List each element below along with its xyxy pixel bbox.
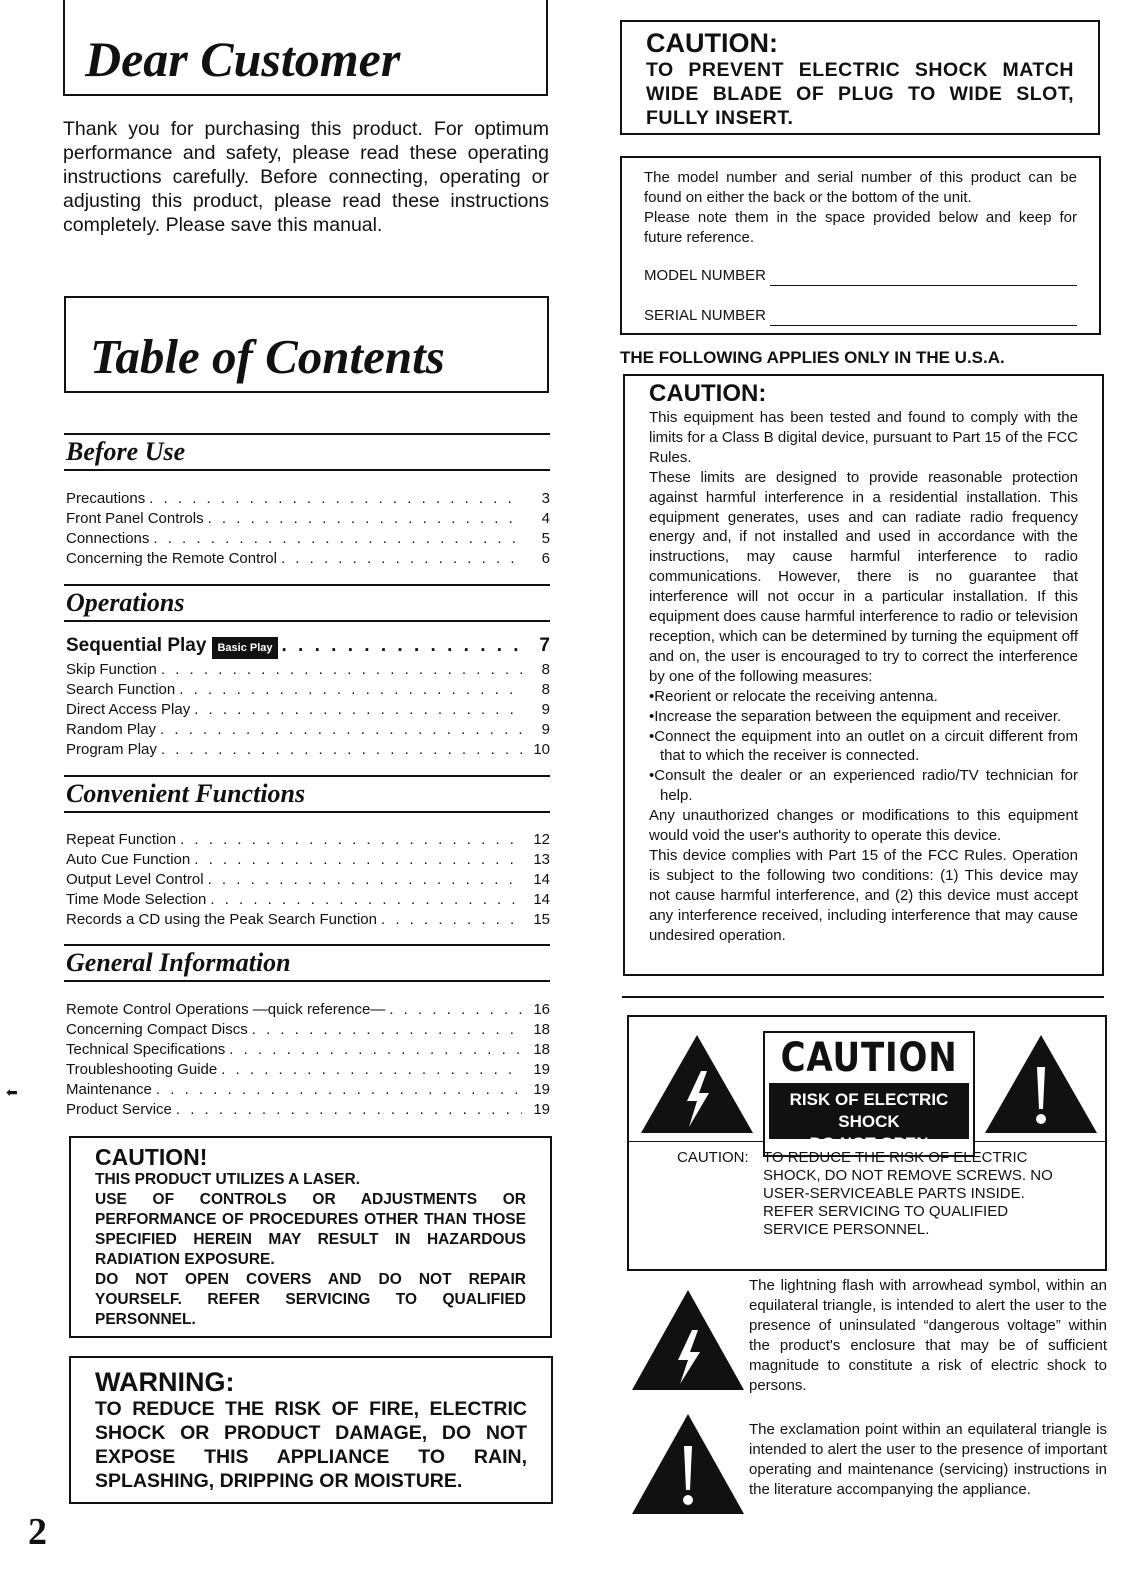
toc-item-label: Front Panel Controls xyxy=(66,510,204,527)
toc-item-label: Technical Specifications xyxy=(66,1041,226,1058)
fcc-paragraph: These limits are designed to provide reasonable protection against harmful interference in a residential installation. This equipment generates, uses and can radiate radio frequency energy and, if not installed and used in accordance with the instructions, may cause harmful interference to radio communications. However, there is no guarantee that interference will not occur in a particular installation. If this equipment does cause harmful interference to radio or television reception, which can be determined by turning the equipment off and on, the user is encouraged to try to correct the interference by one of the following measures: xyxy=(649,468,1078,685)
basic-play-badge: Basic Play xyxy=(212,637,277,659)
toc-item[interactable] xyxy=(66,1060,550,1080)
plug-caution-text: TO PREVENT ELECTRIC SHOCK MATCH WIDE BLADE OF PLUG TO WIDE SLOT, FULLY INSERT. xyxy=(646,59,1074,129)
toc-item-label: Concerning Compact Discs xyxy=(66,1021,248,1038)
toc-item-page: 18 xyxy=(533,1021,550,1038)
toc-item-page: 9 xyxy=(541,701,550,718)
toc-item[interactable] xyxy=(66,636,550,660)
toc-item-label: Search Function xyxy=(66,681,176,698)
toc-item[interactable] xyxy=(66,740,550,760)
model-note-text: The model number and serial number of this product can be found on either the back or the bottom of the unit. xyxy=(644,169,1077,206)
toc-item-label: Auto Cue Function xyxy=(66,851,191,868)
lightning-symbol-text: The lightning flash with arrowhead symbol, within an equilateral triangle, is intended to alert the user to the presence of uninsulated “dangerous voltage” within the product's enclosure that may be of sufficient magnitude to constitute a risk of electric shock to persons. xyxy=(749,1277,1107,1394)
toc-item-label: Concerning the Remote Control xyxy=(66,550,277,567)
toc-item[interactable] xyxy=(66,489,550,509)
toc-list-general-information xyxy=(66,1000,550,1120)
toc-item-page: 8 xyxy=(541,681,550,698)
fcc-bullet: •Consult the dealer or an experienced radio/TV technician for help. xyxy=(649,767,1078,805)
warning-heading: WARNING: xyxy=(95,1367,235,1397)
laser-caution-box xyxy=(69,1136,552,1338)
plug-caution-heading: CAUTION: xyxy=(646,28,778,58)
toc-item-label: Maintenance xyxy=(66,1081,152,1098)
laser-caution-line: DO NOT OPEN COVERS AND DO NOT REPAIR YOURSELF. REFER SERVICING TO QUALIFIED PERSONNEL. xyxy=(95,1271,526,1328)
toc-item-label: Output Level Control xyxy=(66,871,204,888)
toc-list-operations xyxy=(66,636,550,760)
model-number-box xyxy=(620,156,1101,335)
toc-item-page: 9 xyxy=(541,721,550,738)
toc-item-label: Connections xyxy=(66,530,150,547)
toc-item-label: Repeat Function xyxy=(66,831,177,848)
caution-label-subtitle xyxy=(769,1083,969,1153)
toc-item-page: 7 xyxy=(539,635,550,656)
section-title: Before Use xyxy=(66,437,186,466)
page-number: 2 xyxy=(28,1511,47,1553)
toc-item-page: 12 xyxy=(533,831,550,848)
section-header-convenient-functions xyxy=(64,775,550,813)
toc-list-convenient-functions xyxy=(66,830,550,930)
warning-box xyxy=(69,1356,553,1504)
toc-item-page: 3 xyxy=(541,490,550,507)
exclamation-warning-icon xyxy=(981,1031,1101,1137)
caution-label-do-not-open: DO NOT OPEN xyxy=(809,1134,929,1153)
toc-item-page: 14 xyxy=(533,891,550,908)
fcc-caution-heading: CAUTION: xyxy=(649,380,767,407)
toc-item[interactable] xyxy=(66,910,550,930)
fcc-bullet: •Reorient or relocate the receiving antenna. xyxy=(649,687,938,705)
toc-item-page: 8 xyxy=(541,661,550,678)
plug-caution-box xyxy=(620,20,1100,135)
toc-item-label: Sequential Play xyxy=(66,635,207,656)
caution-label-instructions: TO REDUCE THE RISK OF ELECTRIC SHOCK, DO NOT REMOVE SCREWS. NO USER-SERVICEABLE PARTS INSIDE. REFER SERVICING TO QUALIFIED SERVICE PERSONNEL. xyxy=(763,1149,1053,1238)
caution-label-text xyxy=(677,1149,1053,1239)
toc-item-label: Product Service xyxy=(66,1101,172,1118)
fcc-bullet: •Connect the equipment into an outlet on a circuit different from that to which the receiver is connected. xyxy=(649,727,1078,765)
caution-label-center xyxy=(763,1031,975,1157)
fcc-bullet-text: Consult the dealer or an experienced radio/TV technician for help. xyxy=(654,767,1078,805)
caution-label-risk-text: RISK OF ELECTRIC SHOCK xyxy=(789,1090,949,1131)
toc-title-box xyxy=(64,296,549,393)
toc-item[interactable] xyxy=(66,1000,550,1020)
toc-item[interactable] xyxy=(66,870,550,890)
toc-item[interactable] xyxy=(66,1080,550,1100)
toc-item-page: 19 xyxy=(533,1081,550,1098)
dear-customer-title: Dear Customer xyxy=(85,31,401,87)
toc-item-label: Precautions xyxy=(66,490,146,507)
toc-item-page: 10 xyxy=(533,741,550,758)
model-number-label: MODEL NUMBER xyxy=(644,267,766,284)
toc-item[interactable] xyxy=(66,1100,550,1120)
warning-text: TO REDUCE THE RISK OF FIRE, ELECTRIC SHOCK OR PRODUCT DAMAGE, DO NOT EXPOSE THIS APPLIANCE TO RAIN, SPLASHING, DRIPPING OR MOISTURE. xyxy=(95,1398,527,1492)
serial-number-label: SERIAL NUMBER xyxy=(644,307,766,324)
section-title: Convenient Functions xyxy=(66,779,306,808)
section-title: General Information xyxy=(66,948,291,977)
laser-caution-line: THIS PRODUCT UTILIZES A LASER. xyxy=(95,1171,360,1188)
toc-item[interactable] xyxy=(66,700,550,720)
toc-item-page: 16 xyxy=(533,1001,550,1018)
intro-text: Thank you for purchasing this product. For optimum performance and safety, please read these operating instructions carefully. Before connecting, operating or adjusting this product, please read these instructions completely. Please save this manual. xyxy=(63,118,549,236)
toc-item[interactable] xyxy=(66,890,550,910)
toc-item-page: 14 xyxy=(533,871,550,888)
fcc-paragraph: This device complies with Part 15 of the FCC Rules. Operation is subject to the following two conditions: (1) This device may not cause harmful interference, and (2) this device must accept any interference received, including interference that may cause undesired operation. xyxy=(649,846,1078,944)
laser-caution-heading: CAUTION! xyxy=(95,1144,208,1170)
toc-item[interactable] xyxy=(66,529,550,549)
fcc-bullet: •Increase the separation between the equipment and receiver. xyxy=(649,707,1062,725)
toc-item-label: Skip Function xyxy=(66,661,157,678)
toc-item-label: Time Mode Selection xyxy=(66,891,207,908)
section-header-operations xyxy=(64,584,550,622)
section-header-general-information xyxy=(64,944,550,982)
exclamation-symbol-text: The exclamation point within an equilateral triangle is intended to alert the user to the presence of important operating and maintenance (servicing) instructions in the literature accompanying the appliance. xyxy=(749,1421,1107,1498)
fcc-bullet-text: Increase the separation between the equipment and receiver. xyxy=(654,707,1062,725)
toc-item[interactable] xyxy=(66,1020,550,1040)
dear-customer-box xyxy=(63,0,548,96)
toc-item[interactable] xyxy=(66,680,550,700)
toc-item-page: 4 xyxy=(541,510,550,527)
caution-label-key: CAUTION: xyxy=(677,1149,749,1166)
usa-only-note: THE FOLLOWING APPLIES ONLY IN THE U.S.A. xyxy=(620,348,1005,367)
toc-item-page: 15 xyxy=(533,911,550,928)
margin-mark: ⬅ xyxy=(6,1084,18,1100)
model-note-text: Please note them in the space provided below and keep for future reference. xyxy=(644,209,1077,246)
toc-item[interactable] xyxy=(66,660,550,680)
section-header-before-use xyxy=(64,433,550,471)
toc-item-label: Records a CD using the Peak Search Function xyxy=(66,911,377,928)
serial-number-field[interactable] xyxy=(644,306,1077,326)
caution-label-box xyxy=(627,1015,1107,1271)
lightning-symbol-icon xyxy=(628,1286,748,1394)
toc-item-page: 19 xyxy=(533,1061,550,1078)
caution-label-title: CAUTION xyxy=(780,1035,958,1081)
toc-item-page: 13 xyxy=(533,851,550,868)
toc-item[interactable] xyxy=(66,850,550,870)
model-number-field[interactable] xyxy=(644,266,1077,286)
toc-title: Table of Contents xyxy=(90,329,445,384)
toc-item[interactable] xyxy=(66,720,550,740)
fcc-bullet-text: Reorient or relocate the receiving antenna. xyxy=(654,687,938,705)
laser-caution-line: USE OF CONTROLS OR ADJUSTMENTS OR PERFORMANCE OF PROCEDURES OTHER THAN THOSE SPECIFIED HEREIN MAY RESULT IN HAZARDOUS RADIATION EXPOSURE. xyxy=(95,1191,526,1268)
toc-item[interactable] xyxy=(66,509,550,529)
fcc-paragraph: This equipment has been tested and found to comply with the limits for a Class B digital device, pursuant to Part 15 of the FCC Rules. xyxy=(649,409,1078,466)
toc-item-page: 6 xyxy=(541,550,550,567)
lightning-warning-icon xyxy=(637,1031,757,1137)
toc-item-page: 18 xyxy=(533,1041,550,1058)
toc-item[interactable] xyxy=(66,549,550,569)
toc-item-label: Remote Control Operations —quick reference— xyxy=(66,1001,386,1018)
toc-item-page: 19 xyxy=(533,1101,550,1118)
fcc-caution-box xyxy=(623,374,1104,976)
toc-item-page: 5 xyxy=(541,530,550,547)
toc-item[interactable] xyxy=(66,830,550,850)
exclamation-symbol-icon xyxy=(628,1410,748,1518)
fcc-paragraph: Any unauthorized changes or modifications to this equipment would void the user's authority to operate this device. xyxy=(649,807,1078,845)
toc-item-label: Program Play xyxy=(66,741,157,758)
section-title: Operations xyxy=(66,588,185,617)
toc-item[interactable] xyxy=(66,1040,550,1060)
toc-list-before-use xyxy=(66,489,550,569)
divider xyxy=(622,996,1104,998)
toc-item-label: Direct Access Play xyxy=(66,701,191,718)
toc-item-label: Troubleshooting Guide xyxy=(66,1061,218,1078)
fcc-bullet-text: Connect the equipment into an outlet on a circuit different from that to which the receiver is connected. xyxy=(654,727,1078,765)
toc-item-label: Random Play xyxy=(66,721,157,738)
